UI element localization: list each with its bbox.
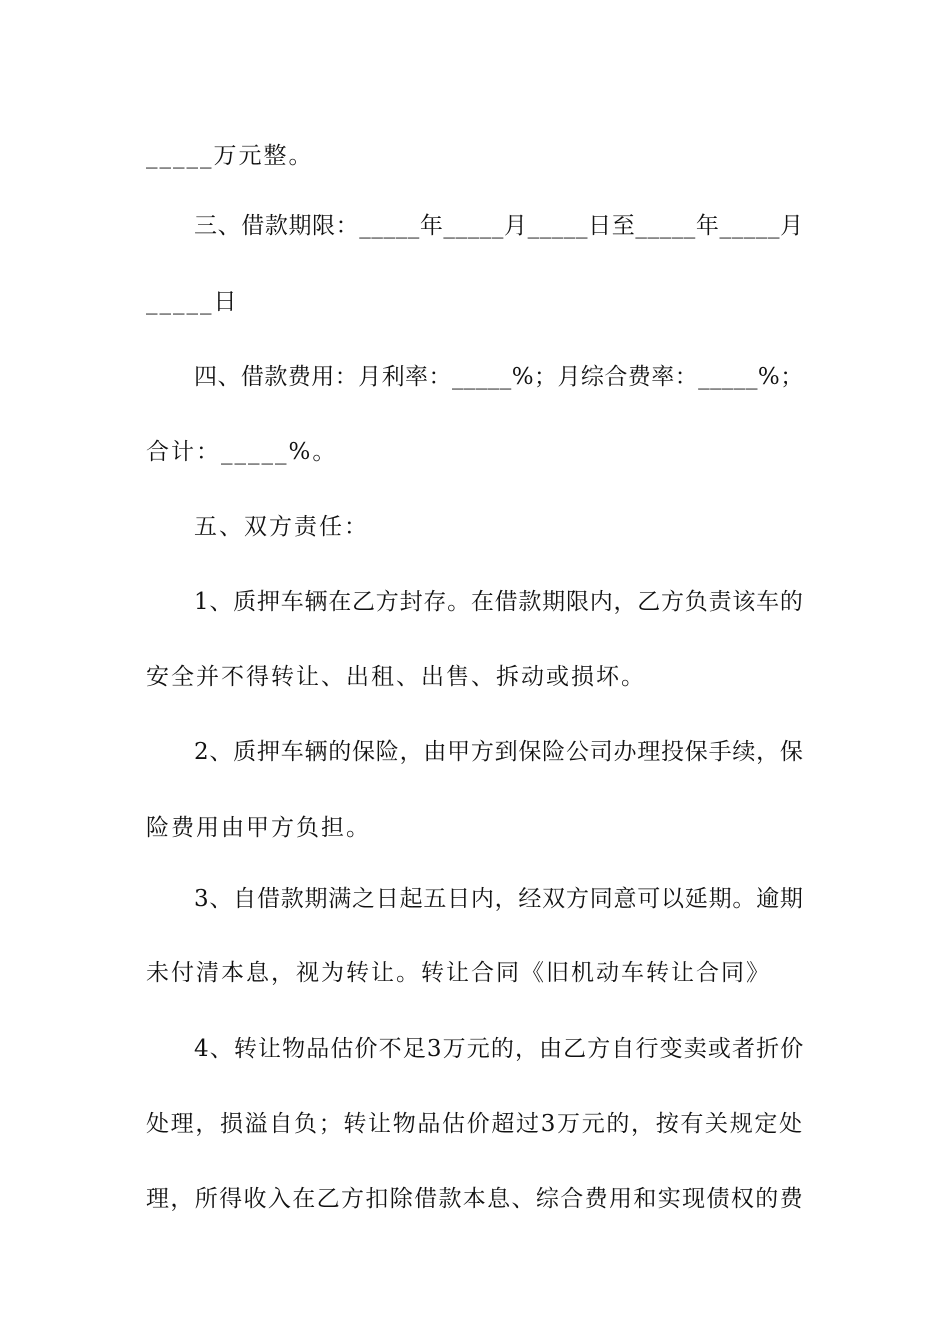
line-amount-words: _____万元整。 — [146, 143, 314, 169]
line-responsibilities-heading: 五、双方责任： — [194, 514, 369, 540]
line-clause-4c: 理，所得收入在乙方扣除借款本息、综合费用和实现债权的费 — [146, 1186, 804, 1212]
line-loan-fees: 四、借款费用：月利率：_____%；月综合费率：_____%； — [194, 364, 804, 390]
line-clause-4b: 处理，损溢自负；转让物品估价超过3万元的，按有关规定处 — [146, 1111, 804, 1137]
line-fees-total: 合计：_____%。 — [146, 439, 338, 465]
line-clause-1a: 1、质押车辆在乙方封存。在借款期限内，乙方负责该车的 — [194, 589, 804, 615]
line-clause-2b: 险费用由甲方负担。 — [146, 815, 371, 841]
line-clause-3a: 3、自借款期满之日起五日内，经双方同意可以延期。逾期 — [194, 886, 804, 912]
line-loan-term: 三、借款期限：_____年_____月_____日至_____年_____月 — [194, 213, 804, 239]
line-clause-3b: 未付清本息，视为转让。转让合同《旧机动车转让合同》 — [146, 960, 771, 986]
line-clause-4a: 4、转让物品估价不足3万元的，由乙方自行变卖或者折价 — [194, 1036, 805, 1062]
line-clause-1b: 安全并不得转让、出租、出售、拆动或损坏。 — [146, 664, 646, 690]
line-loan-term-end: _____日 — [146, 289, 239, 315]
line-clause-2a: 2、质押车辆的保险，由甲方到保险公司办理投保手续，保 — [194, 739, 804, 765]
